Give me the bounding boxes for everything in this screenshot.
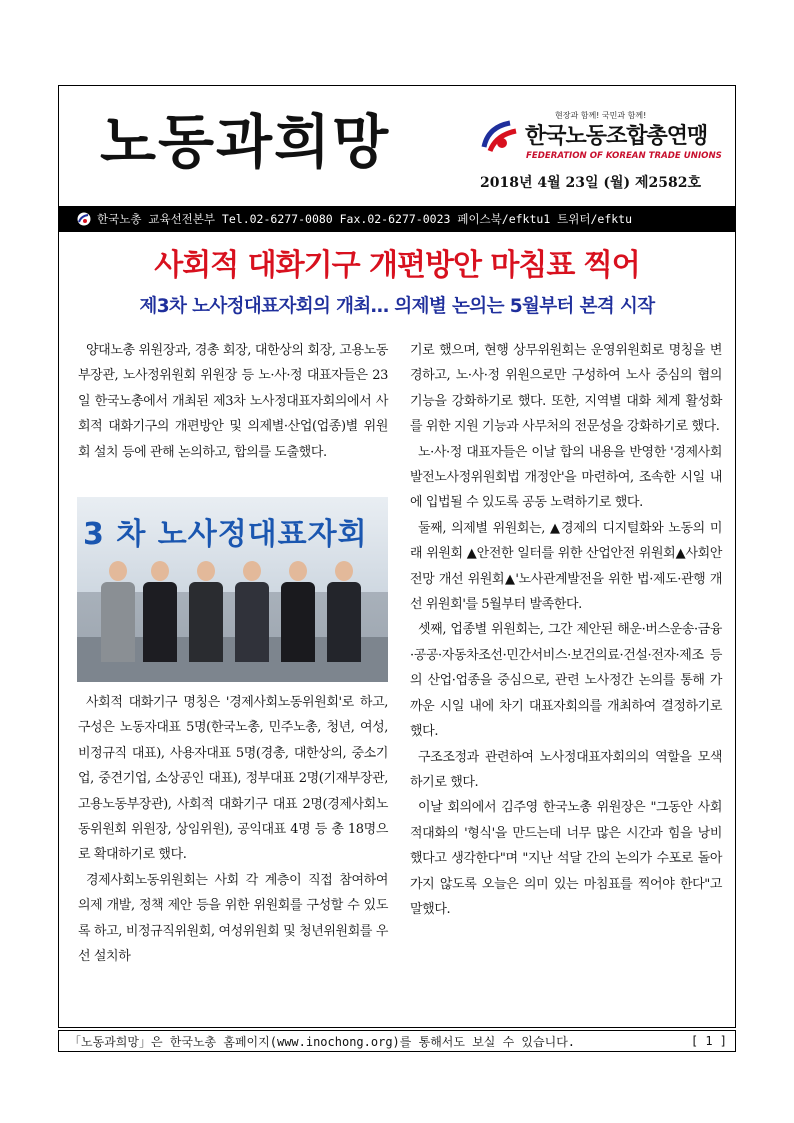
org-name-english: FEDERATION OF KOREAN TRADE UNIONS (526, 151, 722, 161)
org-name: 한국노동조합총연맹 (525, 124, 708, 149)
fktu-logo-icon (77, 212, 91, 226)
headline: 사회적 대화기구 개편방안 마침표 찍어 (154, 248, 640, 283)
photo-person (235, 561, 269, 662)
photo-person (281, 561, 315, 662)
event-photo (77, 497, 388, 682)
paragraph: 구조조정과 관련하여 노사정대표자회의의 역할을 모색하기로 했다. (410, 749, 722, 790)
photo-banner-text: 3 차 노사정대표자회 (83, 517, 368, 552)
photo-person (143, 561, 177, 662)
paragraph: 이날 회의에서 김주영 한국노총 위원장은 "그동안 사회적대화의 '형식'을 만드는데 너무 많은 시간과 힘을 낭비했다고 생각한다"며 "지난 석달 간의 논의가 수포로 돌아가지 않도록 오늘은 의미 있는 마침표를 찍어야 한다"고 말했다. (410, 800, 722, 917)
paragraph: 둘째, 의제별 위원회는, ▲경제의 디지털화와 노동의 미래 위원회 ▲안전한 일터를 위한 산업안전 위원회▲사회안전망 개선 위원회▲'노사관계발전을 위한 법·제도·관행 개선 위원회'를 5월부터 발족한다. (410, 520, 722, 613)
photo-person (327, 561, 361, 662)
article-column-left-bottom (78, 690, 388, 969)
footer-bar (58, 1030, 736, 1052)
photo-person (189, 561, 223, 662)
article-column-left-top (78, 338, 388, 465)
subheadline: 제3차 노사정대표자회의 개최… 의제별 논의는 5월부터 본격 시작 (139, 296, 655, 317)
footer-text: 「노동과희망」은 한국노총 홈페이지(www.inochong.org)를 통해서도 보실 수 있습니다. (69, 1034, 576, 1049)
fktu-logo-icon (480, 117, 520, 157)
paragraph: 노·사·정 대표자들은 이날 합의 내용을 반영한 '경제사회발전노사정위원회법 개정안'을 마련하여, 조속한 시일 내에 입법될 수 있도록 공동 노력하기로 했다. (410, 444, 722, 511)
contact-bar (59, 206, 735, 232)
paragraph: 경제사회노동위원회는 사회 각 계층이 직접 참여하여 의제 개발, 정책 제안 등을 위한 위원회를 구성할 수 있도록 하고, 비정규직위원회, 여성위원회 및 청년위원회를 우선 설치하 (78, 872, 388, 965)
paragraph: 셋째, 업종별 위원회는, 그간 제안된 해운·버스운송·금융·공공·자동차조선·민간서비스·보건의료·건설·전자·제조 등의 산업·업종을 중심으로, 관련 노사정간 논의를 통해 가까운 시일 내에 차기 대표자회의를 개최하여 결정하기로 했다. (410, 622, 722, 740)
paragraph: 기로 했으며, 현행 상무위원회는 운영위원회로 명칭을 변경하고, 노·사·정 위원으로만 구성하여 노사 중심의 협의 기능을 강화하기로 했다. 또한, 지역별 대화 체계 활성화를 위한 지원 기능과 사무처의 전문성을 강화하기로 했다. (410, 343, 722, 435)
org-slogan: 현장과 함께! 국민과 함께! (555, 111, 647, 120)
paragraph: 사회적 대화기구 명칭은 '경제사회노동위원회'로 하고, 구성은 노동자대표 5명(한국노총, 민주노총, 청년, 여성, 비정규직 대표), 사용자대표 5명(경총, 대한상의, 중소기업, 중견기업, 소상공인 대표), 정부대표 2명(기재부장관, 고용노동부장관), 사회적 대화기구 대표 2명(경제사회노동위원회 위원장, 상임위원), 공익대표 4명 등 총 18명으로 확대하기로 했다. (78, 695, 388, 863)
issue-date: 2018년 4월 23일 (월) 제2582호 (480, 175, 702, 191)
contact-info: 한국노총 교육선전본부 Tel.02-6277-0080 Fax.02-6277-0023 페이스북/efktu1 트위터/efktu (97, 212, 633, 226)
article-column-right (410, 338, 722, 922)
newsletter-title: 노동과희망 (100, 108, 391, 176)
paragraph: 양대노총 위원장과, 경총 회장, 대한상의 회장, 고용노동부장관, 노사정위원회 위원장 등 노·사·정 대표자들은 23일 한국노총에서 개최된 제3차 노사정대표자회의에서 사회적 대화기구의 개편방안 및 의제별·산업(업종)별 위원회 설치 등에 관해 논의하고, 합의를 도출했다. (78, 343, 388, 460)
page-number: [ 1 ] (690, 1034, 727, 1048)
photo-person (101, 561, 135, 662)
